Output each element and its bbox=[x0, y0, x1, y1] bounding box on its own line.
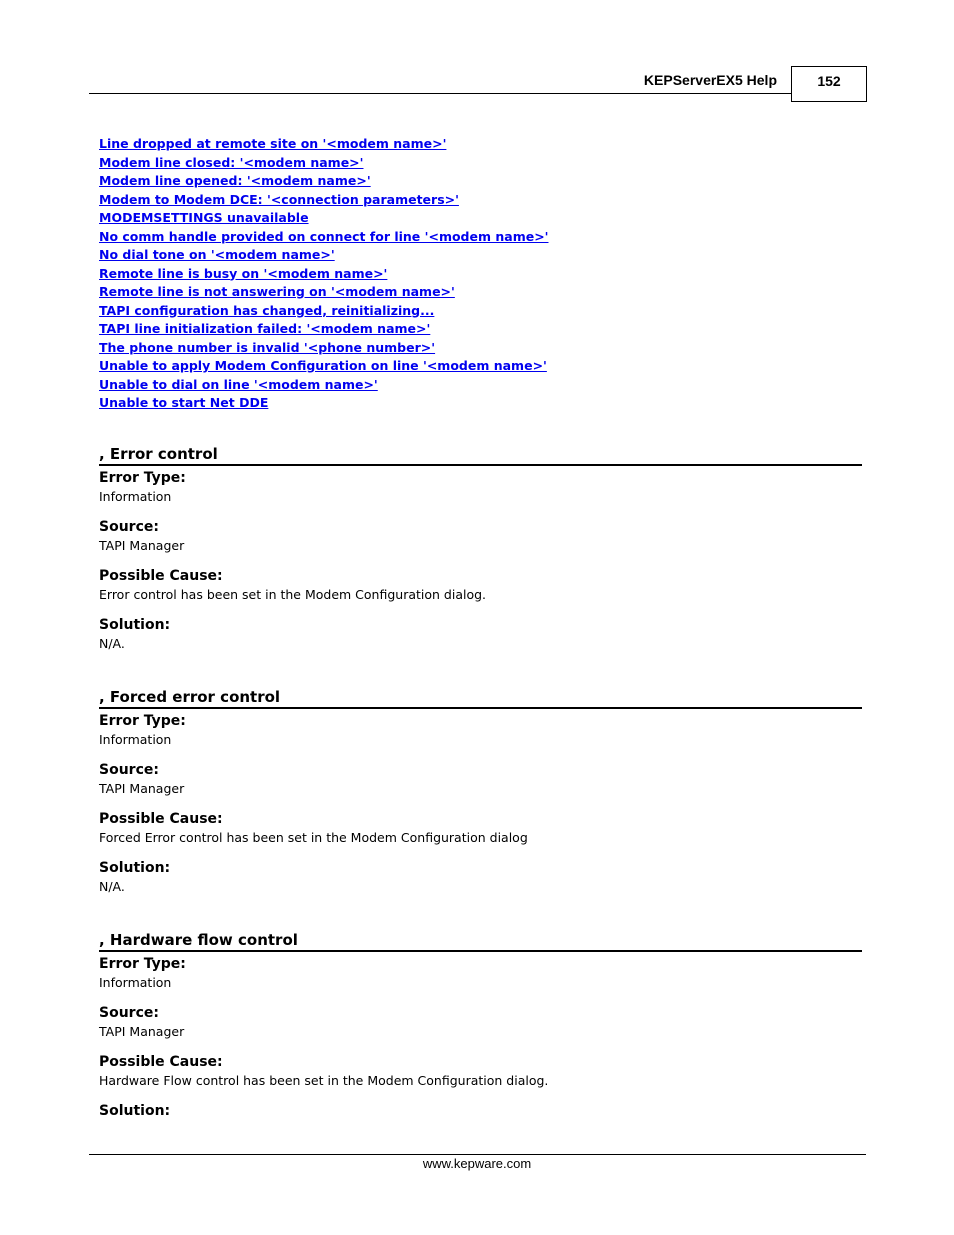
topic-link[interactable]: Unable to dial on line '<modem name>' bbox=[99, 376, 378, 392]
document-title: KEPServerEX5 Help bbox=[643, 72, 777, 88]
source-label: Source: bbox=[99, 519, 159, 535]
possible-cause-value: Error control has been set in the Modem Configuration dialog. bbox=[99, 587, 487, 602]
error-type-field bbox=[99, 469, 862, 506]
error-type-value: Information bbox=[99, 975, 172, 990]
possible-cause-field bbox=[99, 1053, 862, 1090]
topic-link[interactable]: The phone number is invalid '<phone number>' bbox=[99, 339, 436, 355]
solution-label: Solution: bbox=[99, 1103, 171, 1119]
source-field bbox=[99, 761, 862, 798]
topic-link[interactable]: No dial tone on '<modem name>' bbox=[99, 247, 335, 262]
possible-cause-label: Possible Cause: bbox=[99, 811, 223, 827]
topic-link[interactable]: Line dropped at remote site on '<modem name>' bbox=[99, 136, 447, 151]
source-value: TAPI Manager bbox=[99, 781, 185, 796]
source-label: Source: bbox=[99, 762, 159, 778]
topic-link[interactable]: Remote line is busy on '<modem name>' bbox=[99, 265, 388, 281]
section-title: , Forced error control bbox=[99, 687, 862, 709]
header-divider bbox=[89, 93, 791, 94]
topic-link[interactable]: Remote line is not answering on '<modem name>' bbox=[99, 284, 455, 299]
possible-cause-label: Possible Cause: bbox=[99, 568, 223, 584]
source-field bbox=[99, 518, 862, 555]
topic-link[interactable]: Unable to start Net DDE bbox=[99, 395, 269, 410]
possible-cause-field bbox=[99, 810, 862, 847]
topic-link[interactable]: Modem to Modem DCE: '<connection parameters>' bbox=[99, 191, 459, 207]
hardware-flow-control-section bbox=[99, 930, 862, 1133]
possible-cause-label: Possible Cause: bbox=[99, 1054, 223, 1070]
footer-url: www.kepware.com bbox=[422, 1156, 532, 1171]
footer-divider bbox=[89, 1154, 866, 1155]
forced-error-control-section bbox=[99, 687, 862, 908]
solution-label: Solution: bbox=[99, 860, 171, 876]
topic-link[interactable]: Unable to apply Modem Configuration on line '<modem name>' bbox=[99, 358, 547, 373]
error-type-field bbox=[99, 955, 862, 992]
solution-field bbox=[99, 616, 862, 653]
error-control-section bbox=[99, 444, 862, 665]
topic-link[interactable]: TAPI line initialization failed: '<modem name>' bbox=[99, 321, 431, 336]
solution-field bbox=[99, 1102, 862, 1121]
error-type-label: Error Type: bbox=[99, 713, 186, 729]
solution-value: N/A. bbox=[99, 879, 125, 894]
related-topics-list bbox=[99, 135, 549, 413]
page-number: 152 bbox=[817, 73, 841, 89]
solution-label: Solution: bbox=[99, 617, 171, 633]
topic-link[interactable]: Modem line opened: '<modem name>' bbox=[99, 173, 371, 188]
solution-value: N/A. bbox=[99, 636, 125, 651]
error-type-label: Error Type: bbox=[99, 956, 186, 972]
topic-link[interactable]: TAPI configuration has changed, reinitializing... bbox=[99, 302, 435, 318]
topic-link[interactable]: Modem line closed: '<modem name>' bbox=[99, 154, 364, 170]
source-value: TAPI Manager bbox=[99, 538, 185, 553]
source-value: TAPI Manager bbox=[99, 1024, 185, 1039]
error-type-value: Information bbox=[99, 489, 172, 504]
source-field bbox=[99, 1004, 862, 1041]
section-title: , Hardware flow control bbox=[99, 930, 862, 952]
possible-cause-value: Forced Error control has been set in the Modem Configuration dialog bbox=[99, 830, 528, 845]
topic-link[interactable]: No comm handle provided on connect for line '<modem name>' bbox=[99, 228, 549, 244]
error-type-value: Information bbox=[99, 732, 172, 747]
source-label: Source: bbox=[99, 1005, 159, 1021]
error-type-label: Error Type: bbox=[99, 470, 186, 486]
topic-link[interactable]: MODEMSETTINGS unavailable bbox=[99, 210, 309, 225]
error-type-field bbox=[99, 712, 862, 749]
solution-field bbox=[99, 859, 862, 896]
section-title: , Error control bbox=[99, 444, 862, 466]
page-number-box bbox=[791, 66, 867, 102]
possible-cause-field bbox=[99, 567, 862, 604]
possible-cause-value: Hardware Flow control has been set in the Modem Configuration dialog. bbox=[99, 1073, 549, 1088]
